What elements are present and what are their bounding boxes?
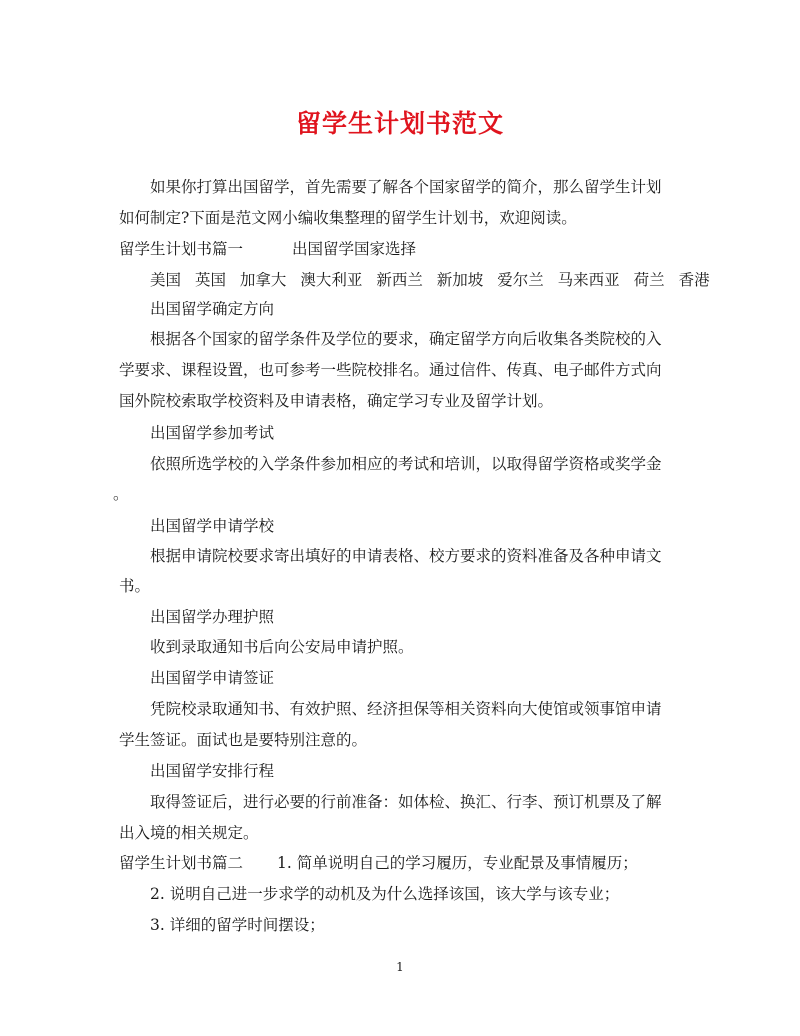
section-heading-passport: 出国留学办理护照 (150, 608, 275, 626)
country-item: 英国 (194, 271, 226, 289)
country-item: 加拿大 (239, 271, 287, 289)
direction-line-2: 学要求、课程设置，也可参考一些院校排名。通过信件、传真、电子邮件方式向 (119, 361, 662, 379)
exam-line-1: 依照所选学校的入学条件参加相应的考试和培训，以取得留学资格或奖学金 (150, 455, 662, 473)
country-item: 荷兰 (633, 271, 665, 289)
country-item: 美国 (150, 271, 182, 289)
country-item: 香港 (678, 271, 710, 289)
section-heading-apply: 出国留学申请学校 (150, 517, 275, 535)
part1-label: 留学生计划书篇一 (119, 240, 244, 258)
intro-line-1: 如果你打算出国留学，首先需要了解各个国家留学的简介，那么留学生计划 (150, 178, 662, 196)
section-heading-direction: 出国留学确定方向 (150, 300, 275, 318)
page-number: 1 (396, 960, 404, 974)
apply-line-1: 根据申请院校要求寄出填好的申请表格、校方要求的资料准备及各种申请文 (150, 547, 662, 565)
intro-line-2: 如何制定?下面是范文网小编收集整理的留学生计划书，欢迎阅读。 (119, 209, 577, 227)
part1-heading: 出国留学国家选择 (292, 240, 417, 258)
page-title: 留学生计划书范文 (295, 109, 504, 138)
part2-item-2: 2. 说明自己进一步求学的动机及为什么选择该国，该大学与该专业； (150, 885, 620, 903)
section-heading-visa: 出国留学申请签证 (150, 669, 275, 687)
visa-line-2: 学生签证。面试也是要特别注意的。 (119, 731, 368, 749)
itinerary-line-1: 取得签证后，进行必要的行前准备：如体检、换汇、行李、预订机票及了解 (150, 793, 662, 811)
country-item: 爱尔兰 (497, 271, 544, 289)
part2-label: 留学生计划书篇二 (119, 854, 244, 872)
exam-line-2: 。 (113, 485, 129, 503)
country-item: 新西兰 (376, 271, 423, 289)
country-item: 澳大利亚 (300, 271, 363, 289)
visa-line-1: 凭院校录取通知书、有效护照、经济担保等相关资料向大使馆或领事馆申请 (150, 700, 662, 718)
apply-line-2: 书。 (119, 577, 151, 595)
direction-line-3: 国外院校索取学校资料及申请表格，确定学习专业及留学计划。 (119, 392, 554, 410)
part2-item-1: 1. 简单说明自己的学习履历，专业配景及事情履历； (277, 854, 638, 872)
part2-item-3: 3. 详细的留学时间摆设； (150, 916, 325, 934)
section-heading-itinerary: 出国留学安排行程 (150, 762, 275, 780)
passport-line-1: 收到录取通知书后向公安局申请护照。 (150, 638, 414, 656)
itinerary-line-2: 出入境的相关规定。 (119, 824, 259, 842)
country-item: 马来西亚 (557, 271, 620, 289)
country-list (150, 270, 719, 290)
section-heading-exam: 出国留学参加考试 (150, 424, 275, 442)
country-item: 新加坡 (436, 271, 484, 289)
direction-line-1: 根据各个国家的留学条件及学位的要求，确定留学方向后收集各类院校的入 (150, 330, 662, 348)
